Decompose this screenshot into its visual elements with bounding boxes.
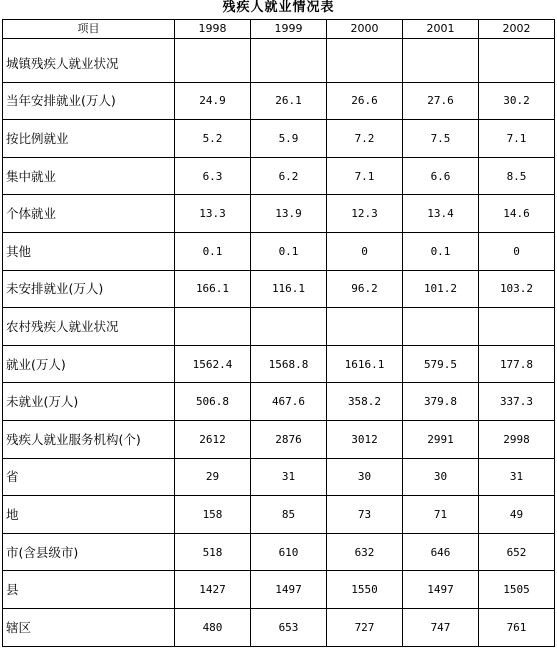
table-row xyxy=(3,232,555,270)
table-row xyxy=(3,571,555,609)
value-cell: 13.9 xyxy=(251,195,327,233)
table-header xyxy=(3,20,555,39)
value-cell: 0.1 xyxy=(175,232,251,270)
row-label: 个体就业 xyxy=(3,195,175,233)
value-cell: 6.6 xyxy=(403,157,479,195)
value-cell: 579.5 xyxy=(403,345,479,383)
value-cell: 96.2 xyxy=(327,270,403,308)
value-cell: 103.2 xyxy=(479,270,555,308)
row-label: 就业(万人) xyxy=(3,345,175,383)
value-cell: 727 xyxy=(327,608,403,646)
value-cell: 116.1 xyxy=(251,270,327,308)
table-row xyxy=(3,533,555,571)
value-cell: 7.2 xyxy=(327,120,403,158)
value-cell: 14.6 xyxy=(479,195,555,233)
value-cell: 12.3 xyxy=(327,195,403,233)
value-cell: 30.2 xyxy=(479,82,555,120)
table-row xyxy=(3,458,555,496)
value-cell xyxy=(403,39,479,83)
value-cell: 8.5 xyxy=(479,157,555,195)
table-body xyxy=(3,39,555,647)
value-cell: 0.1 xyxy=(251,232,327,270)
header-cell-year: 1999 xyxy=(251,20,327,39)
value-cell: 3012 xyxy=(327,420,403,458)
table-row xyxy=(3,383,555,421)
value-cell: 506.8 xyxy=(175,383,251,421)
value-cell: 358.2 xyxy=(327,383,403,421)
value-cell: 747 xyxy=(403,608,479,646)
value-cell: 518 xyxy=(175,533,251,571)
value-cell: 29 xyxy=(175,458,251,496)
header-cell-year: 2001 xyxy=(403,20,479,39)
value-cell xyxy=(327,39,403,83)
value-cell: 177.8 xyxy=(479,345,555,383)
value-cell: 30 xyxy=(403,458,479,496)
header-row xyxy=(3,20,555,39)
row-label: 未安排就业(万人) xyxy=(3,270,175,308)
table-row xyxy=(3,496,555,534)
value-cell: 337.3 xyxy=(479,383,555,421)
value-cell: 7.1 xyxy=(327,157,403,195)
row-label: 其他 xyxy=(3,232,175,270)
header-cell-year: 2000 xyxy=(327,20,403,39)
value-cell: 646 xyxy=(403,533,479,571)
value-cell: 24.9 xyxy=(175,82,251,120)
row-label: 集中就业 xyxy=(3,157,175,195)
value-cell: 31 xyxy=(479,458,555,496)
table-title: 残疾人就业情况表 xyxy=(222,0,335,15)
row-label: 县 xyxy=(3,571,175,609)
value-cell: 653 xyxy=(251,608,327,646)
value-cell: 166.1 xyxy=(175,270,251,308)
value-cell: 610 xyxy=(251,533,327,571)
table-row xyxy=(3,308,555,346)
value-cell: 1427 xyxy=(175,571,251,609)
value-cell: 7.5 xyxy=(403,120,479,158)
row-label: 残疾人就业服务机构(个) xyxy=(3,420,175,458)
table-row xyxy=(3,608,555,646)
value-cell xyxy=(403,308,479,346)
value-cell: 101.2 xyxy=(403,270,479,308)
value-cell: 1550 xyxy=(327,571,403,609)
value-cell xyxy=(251,308,327,346)
value-cell: 2991 xyxy=(403,420,479,458)
table-row xyxy=(3,345,555,383)
value-cell: 1497 xyxy=(251,571,327,609)
value-cell: 13.4 xyxy=(403,195,479,233)
table-row xyxy=(3,157,555,195)
table-row xyxy=(3,39,555,83)
value-cell: 85 xyxy=(251,496,327,534)
value-cell: 379.8 xyxy=(403,383,479,421)
value-cell: 0 xyxy=(327,232,403,270)
row-label: 当年安排就业(万人) xyxy=(3,82,175,120)
row-label: 地 xyxy=(3,496,175,534)
table-row xyxy=(3,195,555,233)
table-row xyxy=(3,120,555,158)
value-cell: 2612 xyxy=(175,420,251,458)
value-cell: 49 xyxy=(479,496,555,534)
value-cell: 31 xyxy=(251,458,327,496)
value-cell: 73 xyxy=(327,496,403,534)
value-cell: 480 xyxy=(175,608,251,646)
header-cell-year: 2002 xyxy=(479,20,555,39)
value-cell xyxy=(251,39,327,83)
value-cell: 632 xyxy=(327,533,403,571)
value-cell: 5.9 xyxy=(251,120,327,158)
row-label: 城镇残疾人就业状况 xyxy=(3,39,175,83)
employment-table xyxy=(2,19,555,647)
value-cell xyxy=(175,308,251,346)
value-cell: 30 xyxy=(327,458,403,496)
value-cell: 13.3 xyxy=(175,195,251,233)
row-label: 辖区 xyxy=(3,608,175,646)
row-label: 市(含县级市) xyxy=(3,533,175,571)
value-cell xyxy=(479,308,555,346)
value-cell: 1497 xyxy=(403,571,479,609)
value-cell: 761 xyxy=(479,608,555,646)
row-label: 省 xyxy=(3,458,175,496)
value-cell: 2998 xyxy=(479,420,555,458)
value-cell: 1568.8 xyxy=(251,345,327,383)
table-row xyxy=(3,270,555,308)
row-label: 农村残疾人就业状况 xyxy=(3,308,175,346)
value-cell: 1505 xyxy=(479,571,555,609)
table-row xyxy=(3,82,555,120)
value-cell: 26.6 xyxy=(327,82,403,120)
value-cell: 7.1 xyxy=(479,120,555,158)
value-cell: 467.6 xyxy=(251,383,327,421)
header-cell-year: 1998 xyxy=(175,20,251,39)
value-cell: 652 xyxy=(479,533,555,571)
value-cell: 6.3 xyxy=(175,157,251,195)
row-label: 按比例就业 xyxy=(3,120,175,158)
value-cell: 2876 xyxy=(251,420,327,458)
header-cell-item: 项目 xyxy=(3,20,175,39)
row-label: 未就业(万人) xyxy=(3,383,175,421)
value-cell: 26.1 xyxy=(251,82,327,120)
value-cell xyxy=(175,39,251,83)
table-row xyxy=(3,420,555,458)
value-cell: 1562.4 xyxy=(175,345,251,383)
value-cell: 5.2 xyxy=(175,120,251,158)
value-cell: 1616.1 xyxy=(327,345,403,383)
value-cell: 0 xyxy=(479,232,555,270)
value-cell: 158 xyxy=(175,496,251,534)
value-cell: 71 xyxy=(403,496,479,534)
value-cell: 0.1 xyxy=(403,232,479,270)
value-cell: 6.2 xyxy=(251,157,327,195)
value-cell: 27.6 xyxy=(403,82,479,120)
value-cell xyxy=(479,39,555,83)
value-cell xyxy=(327,308,403,346)
